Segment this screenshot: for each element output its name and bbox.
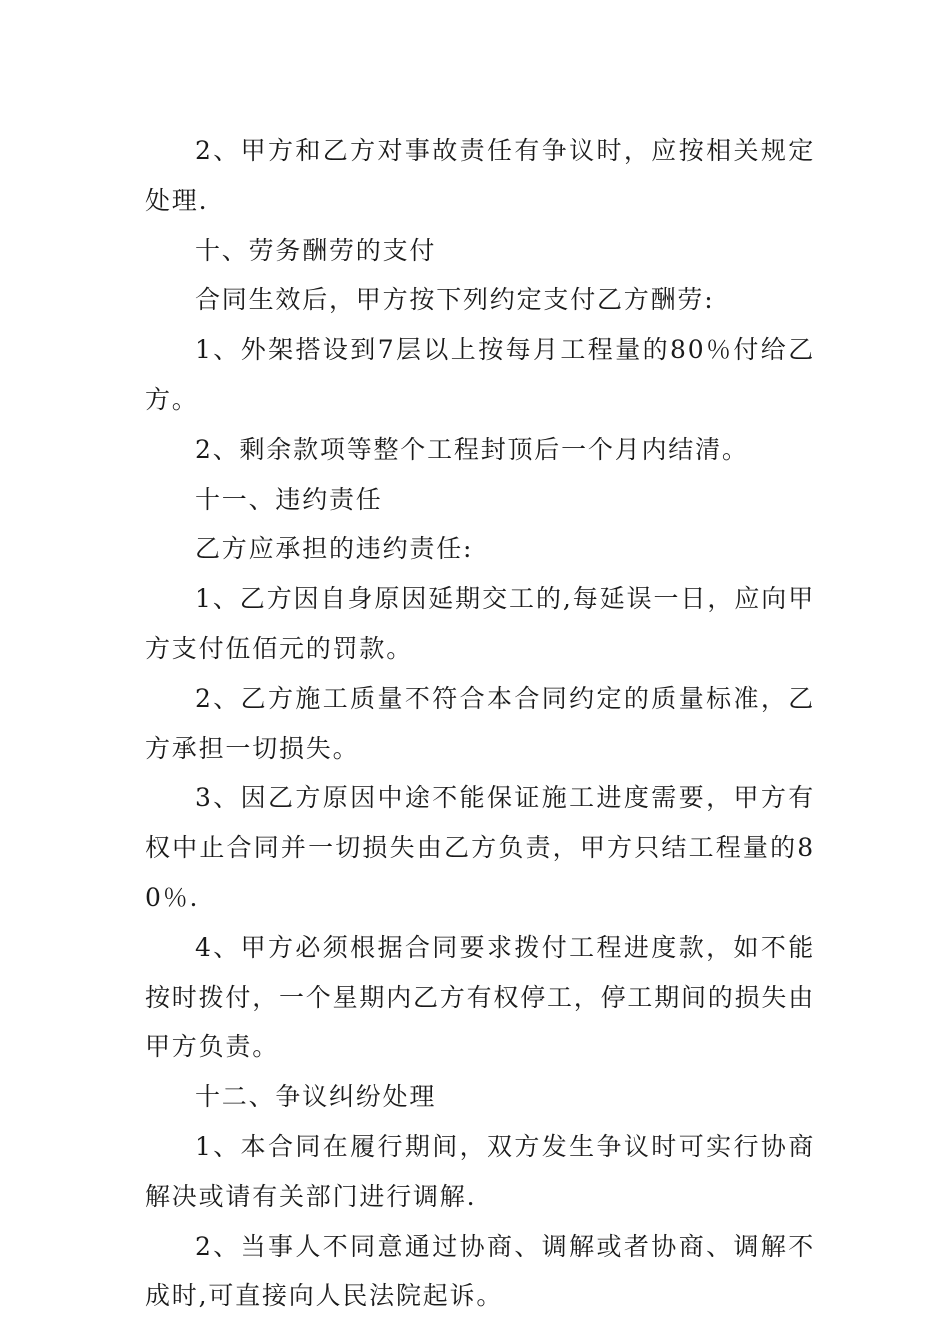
document-body [145,126,815,1321]
paragraph-breach-4: 4、甲方必须根据合同要求拨付工程进度款，如不能按时拨付，一个星期内乙方有权停工，停工期间的损失由甲方负责。 [145,932,816,1062]
paragraph-breach-intro: 乙方应承担的违约责任: [195,534,474,564]
paragraph-dispute-1: 1、本合同在履行期间，双方发生争议时可实行协商解决或请有关部门进行调解. [145,1131,815,1211]
paragraph-breach-3: 3、因乙方原因中途不能保证施工进度需要，甲方有权中止合同并一切损失由乙方负责，甲方只结工程量的80％. [145,783,815,912]
paragraph-payment-intro: 合同生效后，甲方按下列约定支付乙方酬劳: [195,285,715,315]
paragraph-accident-dispute: 2、甲方和乙方对事故责任有争议时，应按相关规定处理. [145,136,815,215]
paragraph-breach-1: 1、乙方因自身原因延期交工的,每延误一日，应向甲方支付伍佰元的罚款。 [145,584,815,663]
paragraph-dispute-2: 2、当事人不同意通过协商、调解或者协商、调解不成时,可直接向人民法院起诉。 [145,1231,815,1311]
paragraph-payment-1: 1、外架搭设到7层以上按每月工程量的80％付给乙方。 [145,335,815,414]
paragraph-breach-2: 2、乙方施工质量不符合本合同约定的质量标准，乙方承担一切损失。 [145,683,815,763]
paragraph-payment-2: 2、剩余款项等整个工程封顶后一个月内结清。 [195,434,749,464]
section-heading-payment: 十、劳务酬劳的支付 [195,235,437,265]
section-heading-dispute: 十二、争议纠纷处理 [195,1082,437,1112]
section-heading-breach: 十一、违约责任 [195,484,383,514]
